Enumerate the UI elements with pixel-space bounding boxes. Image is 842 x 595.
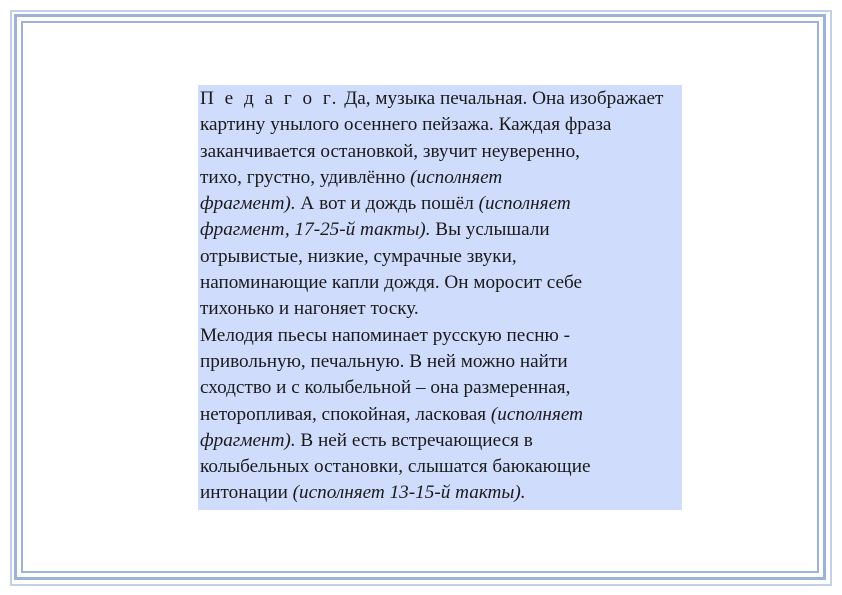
text-line [200,428,680,454]
text-line [200,375,680,401]
text-run: колыбельных остановки, слышатся баюкающие [200,456,591,478]
text-run: сходство и с колыбельной – она размеренная, [200,377,571,399]
text-run: неторопливая, спокойная, ласковая [200,403,491,425]
text-line [200,191,680,217]
text-line [200,112,680,138]
text-run: тихо, грустно, удивлённо [200,166,411,188]
italic-text: (исполняет [490,403,583,425]
text-run: П е д а г о г. [200,88,340,109]
text-line [200,349,680,375]
text-line [200,454,680,480]
italic-text: (исполняет [410,166,503,188]
text-run: тихонько и нагоняет тоску. [200,298,419,320]
text-line [200,165,680,191]
italic-text: (исполняет [478,193,571,215]
text-run: интонации [200,482,293,504]
text-run: Вы услышали [430,219,550,241]
text-run: В ней есть встречающиеся в [295,429,533,451]
italic-text: (исполняет 13-15-й такты). [292,482,526,504]
text-block [198,85,682,510]
text-run: картину унылого осеннего пейзажа. Каждая фраза [200,114,612,136]
text-run: привольную, печальную. В ней можно найти [200,350,568,372]
text-line [200,402,680,428]
text-line [200,217,680,243]
text-run: Мелодия пьесы напоминает русскую песню - [200,324,571,346]
text-line [200,139,680,165]
text-run: А вот и дождь пошёл [295,193,479,215]
text-run: отрывистые, низкие, сумрачные звуки, [200,245,517,267]
text-run: заканчивается остановкой, звучит неуверенно, [200,140,580,162]
text-run: напоминающие капли дождя. Он моросит себе [200,272,583,294]
text-line [200,244,680,270]
text-line [200,480,680,506]
text-line [200,86,680,112]
italic-text: фрагмент, 17-25-й такты). [200,219,431,241]
text-line [200,323,680,349]
italic-text: фрагмент). [200,429,296,451]
text-line [200,296,680,322]
italic-text: фрагмент). [200,193,296,215]
text-line [200,270,680,296]
text-run: Да, музыка печальная. Она изображает [339,88,664,109]
